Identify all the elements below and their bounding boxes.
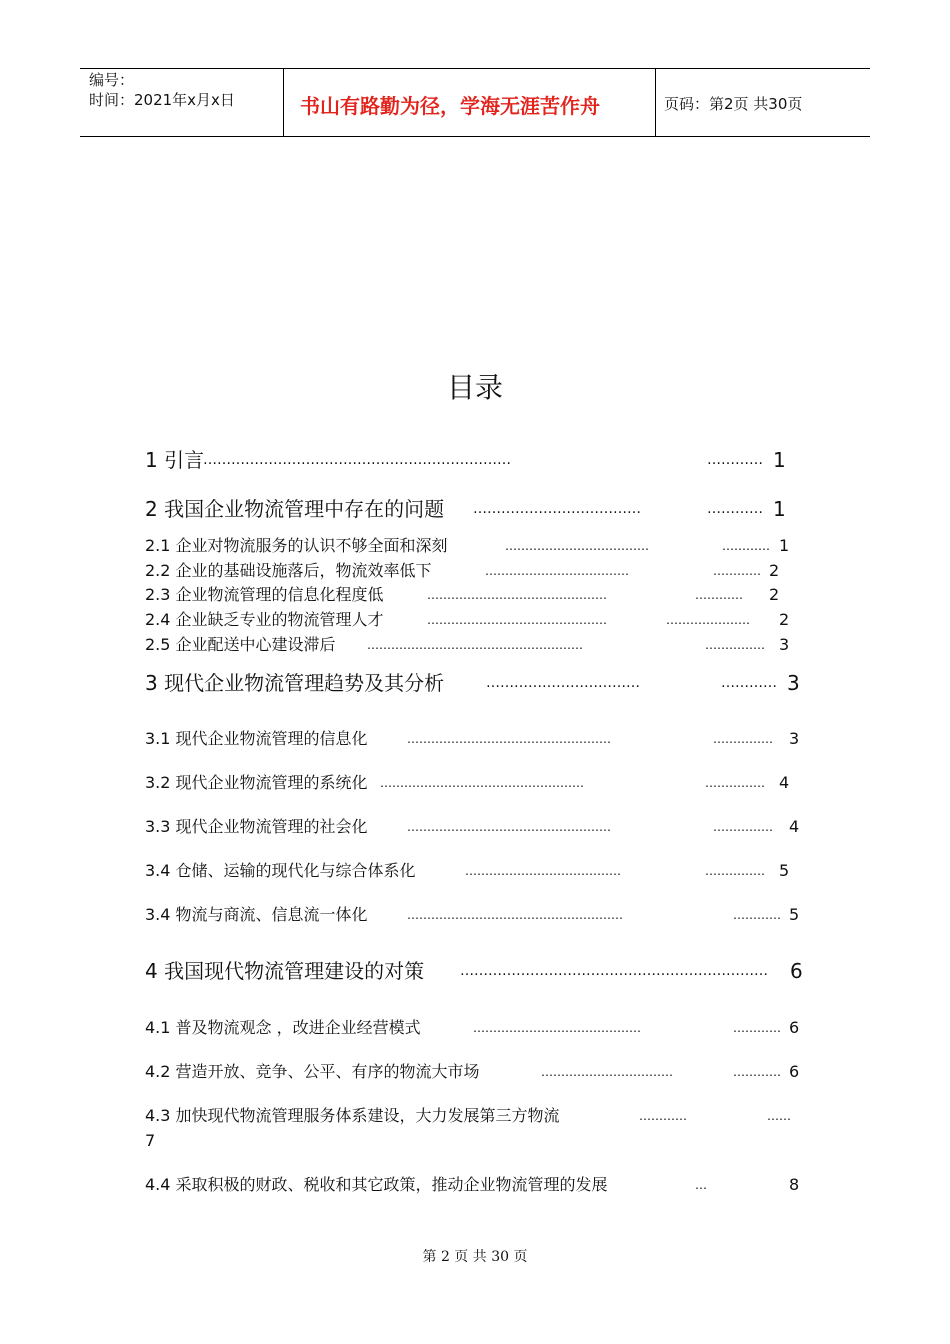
toc-leader-dots: ………… bbox=[721, 675, 777, 691]
toc-entry[interactable] bbox=[145, 1174, 800, 1196]
toc-page-number: 6 bbox=[789, 1018, 800, 1037]
toc-entry-text: 4.4 采取积极的财政、税收和其它政策，推动企业物流管理的发展 bbox=[145, 1175, 608, 1194]
header-time-label: 时间：2021年x月x日 bbox=[89, 91, 235, 109]
toc-entry[interactable] bbox=[145, 772, 790, 794]
toc-entry-text: 3.3 现代企业物流管理的社会化 bbox=[145, 817, 368, 836]
toc-page-number: 3 bbox=[787, 671, 800, 695]
toc-entry-text: 3.1 现代企业物流管理的信息化 bbox=[145, 729, 368, 748]
toc-page-number: 6 bbox=[789, 1062, 800, 1081]
toc-leader-dots: ………… bbox=[707, 501, 763, 517]
toc-entry[interactable] bbox=[145, 670, 800, 696]
toc-entry-text: 2.2 企业的基础设施落后，物流效率低下 bbox=[145, 561, 432, 580]
toc-leader-dots: ……………………………… bbox=[485, 564, 629, 578]
toc-leader-dots: ………… bbox=[733, 908, 781, 922]
toc-entry[interactable] bbox=[145, 958, 803, 984]
toc-entry-text: 2.5 企业配送中心建设滞后 bbox=[145, 635, 336, 654]
toc-leader-dots: ………… bbox=[695, 588, 743, 602]
toc-page-number: 7 bbox=[145, 1131, 156, 1150]
toc-leader-dots: …………………………………………… bbox=[407, 820, 611, 834]
toc-leader-dots: ……………………………… bbox=[473, 501, 641, 517]
toc-leader-dots: …………… bbox=[705, 776, 765, 790]
toc-page-number: 5 bbox=[789, 905, 800, 924]
toc-leader-dots: ………… bbox=[639, 1109, 687, 1123]
toc-entry[interactable] bbox=[145, 535, 790, 557]
toc-leader-dots: …………………………………………… bbox=[380, 776, 584, 790]
toc-entry[interactable] bbox=[145, 609, 790, 631]
toc-leader-dots: ………… bbox=[707, 452, 763, 468]
toc-leader-dots: …………………………………………… bbox=[407, 732, 611, 746]
toc-page-number: 5 bbox=[779, 861, 790, 880]
toc-page-number: 1 bbox=[773, 497, 786, 521]
header-page-info: 页码：第2页 共30页 bbox=[664, 95, 803, 113]
toc-entry-text: 4.1 普及物流观念 ，改进企业经营模式 bbox=[145, 1018, 421, 1037]
toc-leader-dots: ………………………………… bbox=[465, 864, 621, 878]
toc-entry-text: 3.4 物流与商流、信息流一体化 bbox=[145, 905, 368, 924]
toc-leader-dots: …………… bbox=[705, 864, 765, 878]
toc-page-number: 3 bbox=[779, 635, 790, 654]
toc-entry-text: 1 引言 bbox=[145, 448, 205, 472]
page-footer: 第 2 页 共 30 页 bbox=[422, 1249, 528, 1265]
header-divider bbox=[283, 68, 284, 136]
toc-leader-dots: ……………………………… bbox=[505, 539, 649, 553]
toc-leader-dots: …………………………… bbox=[541, 1065, 673, 1079]
toc-leader-dots: ………… bbox=[733, 1021, 781, 1035]
toc-entry[interactable] bbox=[145, 634, 790, 656]
toc-entry[interactable] bbox=[145, 904, 800, 926]
toc-entry[interactable] bbox=[145, 447, 786, 473]
toc-leader-dots: ……………………………………… bbox=[427, 613, 607, 627]
toc-entry[interactable] bbox=[145, 496, 786, 522]
toc-leader-dots: ………… bbox=[722, 539, 770, 553]
toc-entry-text: 4.2 营造开放、竞争、公平、有序的物流大市场 bbox=[145, 1062, 480, 1081]
toc-entry-text: 3.4 仓储、运输的现代化与综合体系化 bbox=[145, 861, 416, 880]
toc-entry[interactable] bbox=[145, 860, 790, 882]
header-number-label: 编号： bbox=[89, 71, 135, 89]
toc-page-number: 6 bbox=[790, 959, 803, 983]
toc-page-number: 8 bbox=[789, 1175, 800, 1194]
toc-entry-text: 4.3 加快现代物流管理服务体系建设，大力发展第三方物流 bbox=[145, 1106, 560, 1125]
toc-leader-dots: ……………………………………………… bbox=[407, 908, 623, 922]
toc-leader-dots: …………………………… bbox=[486, 675, 640, 691]
toc-entry-text: 2.3 企业物流管理的信息化程度低 bbox=[145, 585, 384, 604]
toc-entry-text: 2.1 企业对物流服务的认识不够全面和深刻 bbox=[145, 536, 448, 555]
toc-page-number: 2 bbox=[769, 585, 780, 604]
toc-title: 目录 bbox=[446, 371, 503, 404]
toc-leader-dots: …………… bbox=[713, 820, 773, 834]
toc-entry-text: 3 现代企业物流管理趋势及其分析 bbox=[145, 671, 445, 695]
toc-entry[interactable] bbox=[145, 560, 780, 582]
toc-page-number: 3 bbox=[789, 729, 800, 748]
toc-leader-dots: …………… bbox=[713, 732, 773, 746]
toc-leader-dots: ………………………………………………………… bbox=[460, 963, 768, 979]
toc-leader-dots: ………… bbox=[713, 564, 761, 578]
toc-entry-text: 3.2 现代企业物流管理的系统化 bbox=[145, 773, 368, 792]
toc-page-number: 1 bbox=[773, 448, 786, 472]
toc-leader-dots: ………………… bbox=[666, 613, 750, 627]
toc-leader-dots: ……………………………………………… bbox=[367, 638, 583, 652]
header-top-border bbox=[80, 68, 870, 69]
toc-entry-text: 2.4 企业缺乏专业的物流管理人才 bbox=[145, 610, 384, 629]
toc-leader-dots: ………… bbox=[733, 1065, 781, 1079]
toc-entry[interactable] bbox=[145, 584, 780, 606]
toc-entry-text: 4 我国现代物流管理建设的对策 bbox=[145, 959, 425, 983]
toc-leader-dots: …………… bbox=[705, 638, 765, 652]
toc-page-number: 2 bbox=[769, 561, 780, 580]
toc-entry[interactable] bbox=[145, 1105, 791, 1150]
header-motto: 书山有路勤为径，学海无涯苦作舟 bbox=[300, 94, 600, 118]
toc-entry[interactable] bbox=[145, 1061, 800, 1083]
toc-page-number: 2 bbox=[779, 610, 790, 629]
toc-page-number: 4 bbox=[779, 773, 790, 792]
toc-leader-dots: ……………………………………… bbox=[427, 588, 607, 602]
toc-entry[interactable] bbox=[145, 728, 800, 750]
toc-leader-dots: …………………………………… bbox=[473, 1021, 641, 1035]
header-divider bbox=[655, 68, 656, 136]
toc-page-number: 1 bbox=[779, 536, 790, 555]
toc-leader-dots: … bbox=[695, 1178, 707, 1192]
header-bottom-border bbox=[80, 136, 870, 137]
toc-entry-text: 2 我国企业物流管理中存在的问题 bbox=[145, 497, 445, 521]
toc-leader-dots: ………………………………………………………… bbox=[203, 452, 511, 468]
toc-leader-dots: …… bbox=[767, 1109, 791, 1123]
toc-entry[interactable] bbox=[145, 816, 800, 838]
toc-page-number: 4 bbox=[789, 817, 800, 836]
toc-entry[interactable] bbox=[145, 1017, 800, 1039]
